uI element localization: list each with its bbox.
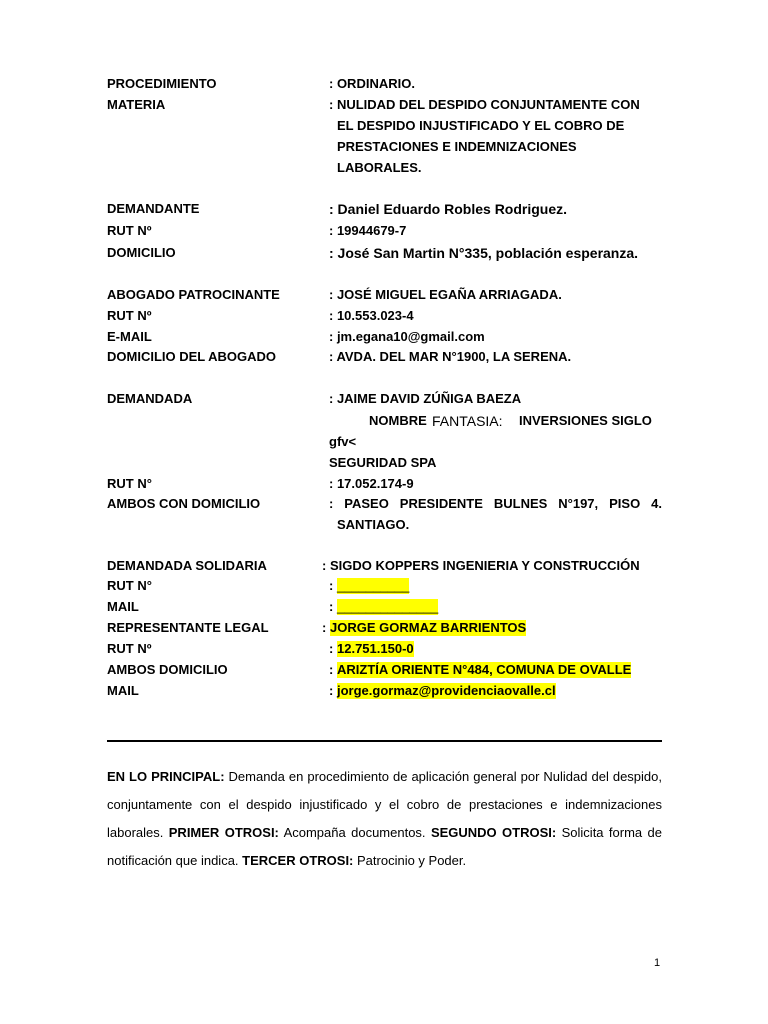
segundo-otrosi-label: SEGUNDO OTROSI: xyxy=(430,825,557,840)
ambos-con-domicilio-value: : PASEO PRESIDENTE BULNES N°197, PISO 4. xyxy=(329,496,662,511)
fantasia-prefix: NOMBRE xyxy=(369,413,427,428)
principal-label: EN LO PRINCIPAL: xyxy=(107,769,225,784)
solidaria-mail-prefix: : xyxy=(329,599,334,614)
materia-label: MATERIA xyxy=(107,97,166,112)
representante-label: REPRESENTANTE LEGAL xyxy=(107,620,269,635)
solidaria-label: DEMANDADA SOLIDARIA xyxy=(107,558,267,573)
demandante-label: DEMANDANTE xyxy=(107,201,200,216)
procedimiento-value: : ORDINARIO. xyxy=(329,76,415,91)
solidaria-rut-prefix: : xyxy=(329,578,334,593)
abogado-rut-label: RUT Nº xyxy=(107,308,152,323)
solidaria-rut-value: __________ xyxy=(337,578,410,593)
representante-value: JORGE GORMAZ BARRIENTOS xyxy=(330,620,527,635)
representante-mail-prefix: : xyxy=(329,683,334,698)
demandante-domicilio-value: : José San Martin N°335, población esperanza. xyxy=(329,245,639,261)
ambos-domicilio-label: AMBOS DOMICILIO xyxy=(107,662,228,677)
abogado-label: ABOGADO PATROCINANTE xyxy=(107,287,280,302)
page-number: 1 xyxy=(654,957,661,969)
demandante-rut-label: RUT Nº xyxy=(107,223,152,238)
abogado-rut-value: : 10.553.023-4 xyxy=(329,308,414,323)
representante-mail-label: MAIL xyxy=(107,683,139,698)
fantasia-rest: INVERSIONES SIGLO xyxy=(519,413,652,428)
demandante-value: : Daniel Eduardo Robles Rodriguez. xyxy=(329,201,568,217)
representante-rut-label: RUT Nº xyxy=(107,641,152,656)
materia-line-4: LABORALES. xyxy=(337,160,422,175)
primer-otrosi-label: PRIMER OTROSI: xyxy=(168,825,279,840)
representante-mail-value: jorge.gormaz@providenciaovalle.cl xyxy=(337,683,556,698)
summary-paragraph xyxy=(107,763,662,875)
abogado-email-value: : jm.egana10@gmail.com xyxy=(329,329,485,344)
demandada-value: : JAIME DAVID ZÚÑIGA BAEZA xyxy=(329,391,522,406)
demandada-rut-label: RUT N° xyxy=(107,476,152,491)
ambos-domicilio-value: ARIZTÍA ORIENTE N°484, COMUNA DE OVALLE xyxy=(337,662,632,677)
abogado-domicilio-value: : AVDA. DEL MAR N°1900, LA SERENA. xyxy=(329,349,572,364)
solidaria-mail-label: MAIL xyxy=(107,599,139,614)
solidaria-mail-value: ______________ xyxy=(337,599,439,614)
segundo-otrosi-text: Solicita forma de notificación que indica. xyxy=(107,825,663,868)
abogado-email-label: E-MAIL xyxy=(107,329,152,344)
demandada-line4: SEGURIDAD SPA xyxy=(329,455,437,470)
demandante-rut-value: : 19944679-7 xyxy=(329,223,407,238)
demandada-rut-value: : 17.052.174-9 xyxy=(329,476,414,491)
tercer-otrosi-label: TERCER OTROSI: xyxy=(242,853,354,868)
solidaria-rut-label: RUT N° xyxy=(107,578,152,593)
demandada-label: DEMANDADA xyxy=(107,391,193,406)
ambos-con-domicilio-value-2: SANTIAGO. xyxy=(337,517,410,532)
ambos-domicilio-prefix: : xyxy=(329,662,334,677)
solidaria-value: : SIGDO KOPPERS INGENIERIA Y CONSTRUCCIÓN xyxy=(322,558,640,573)
section-divider xyxy=(107,740,662,742)
representante-rut-value: 12.751.150-0 xyxy=(337,641,414,656)
procedimiento-label: PROCEDIMIENTO xyxy=(107,76,217,91)
primer-otrosi-text: Acompaña documentos. xyxy=(278,825,431,840)
demandante-domicilio-label: DOMICILIO xyxy=(107,245,176,260)
ambos-con-domicilio-label: AMBOS CON DOMICILIO xyxy=(107,496,261,511)
abogado-domicilio-label: DOMICILIO DEL ABOGADO xyxy=(107,349,276,364)
materia-line-2: EL DESPIDO INJUSTIFICADO Y EL COBRO DE xyxy=(337,118,625,133)
representante-rut-prefix: : xyxy=(329,641,334,656)
principal-text: Demanda en procedimiento de aplicación general por Nulidad del despido, conjuntamente con el despido injustificado y el cobro de prestaciones e indemnizaciones laborales. xyxy=(107,769,662,840)
fantasia-word: FANTASIA: xyxy=(432,413,503,429)
demandada-line3: gfv< xyxy=(329,434,357,449)
materia-line-1: : NULIDAD DEL DESPIDO CONJUNTAMENTE CON xyxy=(329,97,640,112)
materia-line-3: PRESTACIONES E INDEMNIZACIONES xyxy=(337,139,577,154)
representante-prefix: : xyxy=(322,620,327,635)
abogado-value: : JOSÉ MIGUEL EGAÑA ARRIAGADA. xyxy=(329,287,562,302)
tercer-otrosi-text: Patrocinio y Poder. xyxy=(353,853,467,868)
